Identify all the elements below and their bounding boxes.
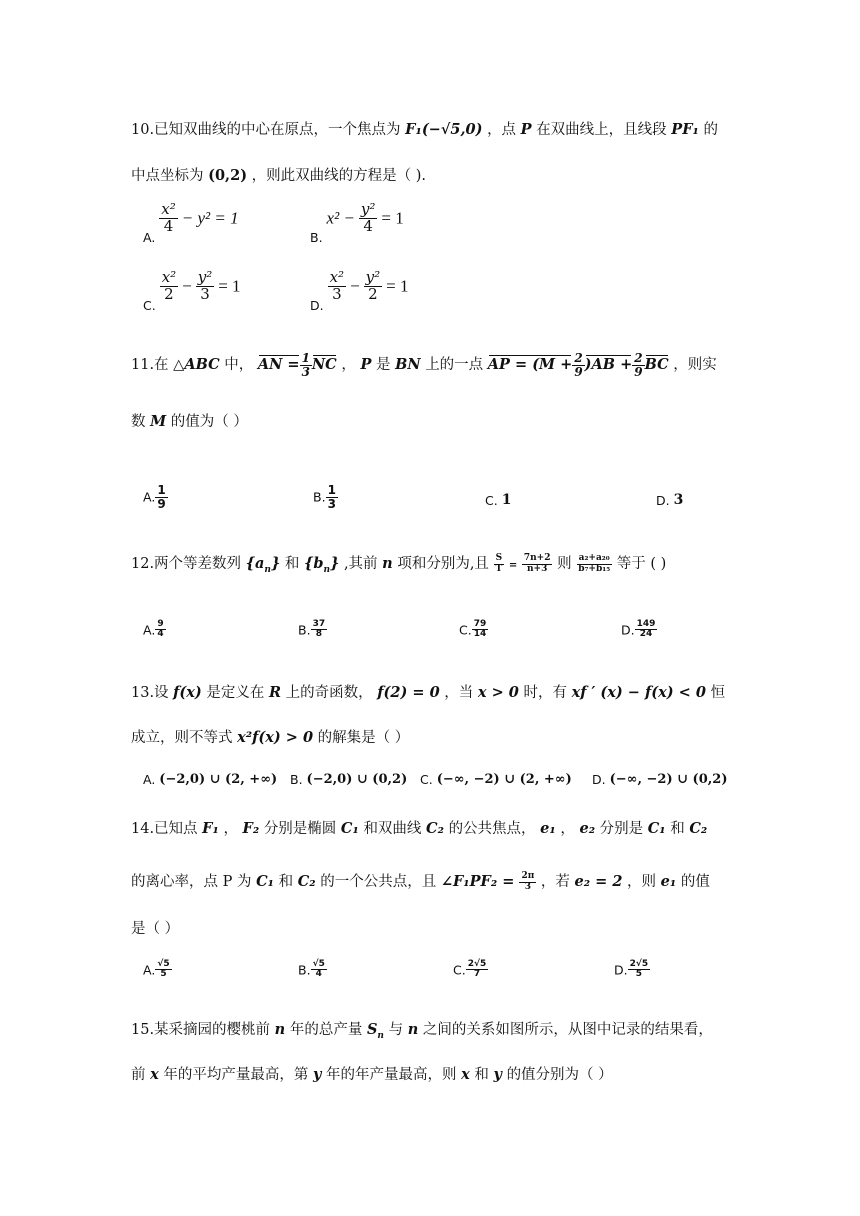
minus-sign: − [350, 276, 360, 296]
q14-text: ， [223, 821, 238, 837]
frac-num: y² [360, 200, 376, 218]
option-value: (−2,0) ∪ (0,2) [306, 772, 408, 787]
sn-sub: n [377, 1030, 384, 1041]
option-label: A. [143, 622, 156, 638]
frac-den: 4 [315, 969, 322, 980]
equation-tail: − y² = 1 [181, 208, 239, 228]
q13-text: 是定义在 [206, 685, 265, 701]
frac-den: b₇+b₁₅ [578, 563, 611, 574]
q14-c1: C₁ [256, 873, 274, 890]
q15-y: y [312, 1066, 322, 1083]
q15-n: n [407, 1021, 419, 1038]
q10-line2 [131, 164, 426, 185]
q10-option-a[interactable] [143, 200, 239, 245]
q12-sequence-a [245, 555, 281, 575]
q15-text: 年的平均产量最高，第 [163, 1067, 309, 1083]
minus-sign: − [182, 276, 192, 296]
q11-triangle: △ABC [173, 356, 220, 374]
option-label: B. [310, 229, 323, 245]
option-label: D. [310, 297, 324, 313]
equation-tail: = 1 [386, 276, 409, 296]
frac-den: 4 [157, 629, 164, 640]
frac-den: 4 [363, 216, 373, 235]
q10-text: 中点坐标为 [131, 168, 204, 184]
q11-option-a[interactable] [143, 484, 168, 510]
q14-text: 的一个公共点，且 [320, 874, 437, 890]
q11-text: 上的一点 [425, 357, 484, 374]
frac-den: 24 [639, 629, 653, 640]
q14-text: 和双曲线 [363, 821, 422, 837]
option-label: D. [621, 622, 635, 638]
q11-vector-ap [487, 351, 669, 379]
q13-option-a[interactable] [143, 771, 277, 787]
frac-num: 2 [634, 351, 643, 365]
q13-target-inequality: x²f(x) > 0 [237, 729, 314, 746]
q10-text: 的 [703, 122, 718, 138]
q14-text: 14.已知点 [131, 821, 198, 837]
q10-text: ，则此双曲线的方程是（ ). [251, 168, 427, 184]
q14-f1: F₁ [202, 820, 219, 837]
q13-text: 成立，则不等式 [131, 730, 233, 746]
equation-tail: = 1 [218, 276, 241, 296]
q10-text: 10.已知双曲线的中心在原点，一个焦点为 [131, 122, 401, 138]
q14-option-a[interactable] [143, 960, 172, 980]
q13-text: 的解集是（ ） [317, 730, 410, 746]
q14-option-d[interactable] [614, 960, 650, 980]
q14-text: 和 [278, 874, 294, 890]
frac-num: 2π [521, 871, 535, 882]
frac-den: 14 [473, 629, 487, 640]
q11-text: 的值为（ ） [170, 414, 248, 430]
q12-ratio-st [494, 554, 505, 574]
q11-vector-an [257, 351, 337, 379]
option-value: (−∞, −2) ∪ (0,2) [609, 772, 728, 787]
q10-point-p: P [520, 121, 532, 138]
q11-variable-m: M [150, 413, 167, 430]
frac-num: 7n+2 [523, 553, 551, 564]
q13-text: 13.设 [131, 685, 169, 701]
option-label: C. [485, 493, 498, 508]
option-value: 3 [673, 492, 684, 508]
equals-sign: = [508, 560, 518, 571]
frac-den: 3 [200, 284, 210, 303]
fraction [155, 484, 167, 510]
fraction [160, 270, 178, 303]
q10-midpoint: (0,2) [208, 167, 248, 184]
q14-c2: C₂ [297, 873, 316, 890]
frac-num: √5 [312, 959, 325, 969]
q13-inequality: xf ′ (x) − f(x) < 0 [571, 684, 706, 701]
vector-ap: AP = (M + [487, 356, 573, 374]
fraction [635, 620, 658, 640]
q14-c1: C₁ [340, 820, 359, 837]
q11-option-c[interactable] [485, 492, 511, 508]
q14-c2: C₂ [689, 820, 708, 837]
q14-e1: e₁ [540, 820, 556, 837]
q10-segment: PF₁ [671, 121, 699, 138]
q15-line2 [131, 1063, 613, 1084]
frac-den: 3 [327, 496, 336, 511]
frac-den: 9 [574, 364, 583, 379]
option-value: 1 [501, 492, 512, 508]
q14-c2: C₂ [426, 820, 444, 837]
q13-text: 时，有 [523, 685, 567, 701]
q10-line1 [131, 118, 718, 139]
option-label: B. [313, 489, 326, 505]
frac-num: 79 [473, 619, 487, 629]
q15-x: x [150, 1066, 159, 1083]
fraction [196, 270, 215, 303]
q14-text: 的值 [680, 874, 710, 890]
q11-text: 中， [224, 357, 254, 374]
fraction [159, 202, 177, 235]
q11-line2 [131, 410, 248, 431]
fraction [466, 960, 489, 980]
frac-num: 2√5 [629, 959, 649, 969]
frac-den: 3 [524, 881, 531, 892]
q14-text: ，则 [627, 874, 657, 890]
equation-tail: = 1 [381, 208, 404, 228]
fraction [364, 270, 383, 303]
q11-text: 数 [131, 414, 146, 430]
fraction [472, 620, 489, 640]
q12-sequence-b [304, 555, 340, 575]
q13-reals: R [269, 684, 282, 701]
q14-c1: C₁ [647, 820, 666, 837]
q12-text: 项和分别为,且 [397, 556, 489, 572]
vector-ab: )AB + [584, 356, 633, 374]
seq-tail: } [270, 555, 281, 572]
frac-den: 5 [160, 969, 167, 980]
option-label: C. [143, 297, 156, 313]
q13-condition: f(2) = 0 [377, 684, 440, 701]
q14-e1: e₁ [660, 873, 677, 890]
option-label: D. [614, 962, 628, 978]
frac-den: 9 [157, 496, 166, 511]
q15-line1 [131, 1018, 713, 1041]
option-value: (−2,0) ∪ (2, +∞) [159, 772, 278, 787]
frac-num: 1 [327, 483, 336, 497]
frac-den: T [495, 563, 503, 574]
fraction [628, 960, 651, 980]
fraction [632, 352, 644, 378]
frac-num: 37 [312, 619, 326, 629]
q13-x-positive: x > 0 [477, 684, 519, 701]
equation-head: x² − [326, 208, 355, 228]
option-label: C. [420, 772, 433, 787]
q14-angle: ∠F₁PF₂ = [440, 873, 520, 890]
option-label: D. [592, 772, 606, 787]
option-label: B. [290, 772, 303, 787]
q12-ratio-ab [576, 554, 612, 574]
q13-text: 恒 [710, 685, 726, 701]
q15-y: y [493, 1066, 502, 1083]
frac-num: 149 [636, 619, 656, 629]
fraction [328, 270, 346, 303]
q15-text: 年的总产量 [289, 1022, 363, 1038]
fraction [311, 620, 328, 640]
q10-text: ，点 [487, 122, 517, 138]
fraction [359, 202, 378, 235]
q12-option-a[interactable] [143, 620, 166, 640]
frac-num: S [495, 553, 503, 564]
q12-ratio-n [522, 554, 553, 574]
q13-option-c[interactable] [420, 771, 572, 787]
frac-den: 3 [301, 364, 310, 379]
q12-option-c[interactable] [459, 620, 488, 640]
q10-option-b[interactable] [310, 200, 404, 245]
q13-option-d[interactable] [592, 771, 727, 787]
frac-den: 2 [368, 284, 378, 303]
q12-text: 则 [557, 556, 572, 572]
vector-an: AN = [257, 356, 300, 374]
q15-text: 年的年产量最高，则 [326, 1067, 457, 1083]
q14-line3 [131, 917, 179, 938]
frac-den: 8 [315, 629, 322, 640]
q12-option-b[interactable] [298, 620, 327, 640]
q13-line2 [131, 726, 409, 747]
q12-text: 和 [284, 556, 300, 572]
fraction [572, 352, 584, 378]
seq-tail: } [330, 555, 340, 572]
fraction [311, 960, 327, 980]
q15-text: 与 [388, 1022, 404, 1038]
option-value: (−∞, −2) ∪ (2, +∞) [436, 772, 572, 787]
q10-option-c[interactable] [143, 268, 241, 313]
frac-num: 2√5 [467, 959, 487, 969]
q14-text: ，若 [540, 874, 570, 890]
frac-num: 2 [574, 351, 583, 365]
q14-text: 分别是 [599, 821, 644, 837]
q12-line1 [131, 552, 666, 575]
frac-num: a₂+a₂₀ [578, 553, 610, 564]
vector-nc: NC [311, 356, 337, 374]
frac-den: 5 [635, 969, 642, 980]
frac-den: 2 [164, 284, 174, 303]
q12-text: ,其前 [343, 556, 378, 572]
frac-num: x² [329, 268, 345, 286]
option-label: C. [453, 962, 466, 978]
q12-text: 等于 ( ) [616, 556, 667, 572]
q15-sn [366, 1021, 384, 1041]
q15-text: 之间的关系如图所示，从图中记录的结果看， [422, 1022, 713, 1038]
frac-den: 9 [634, 364, 643, 379]
frac-den: 3 [332, 284, 342, 303]
q15-text: 的值分别为（ ） [506, 1067, 613, 1083]
frac-num: y² [365, 268, 381, 286]
q13-option-b[interactable] [290, 771, 407, 787]
q12-n: n [382, 555, 393, 572]
frac-num: √5 [157, 959, 170, 969]
option-label: D. [656, 493, 670, 508]
q11-text: ， [341, 357, 356, 374]
q10-option-d[interactable] [310, 268, 409, 313]
q11-text: 是 [375, 357, 391, 374]
fraction [519, 872, 536, 892]
frac-num: x² [161, 268, 177, 286]
q11-segment-bn: BN [395, 356, 421, 374]
q14-option-b[interactable] [298, 960, 327, 980]
option-label: B. [298, 962, 311, 978]
q15-x: x [461, 1066, 470, 1083]
frac-num: 1 [301, 351, 310, 365]
q14-option-c[interactable] [453, 960, 488, 980]
option-label: A. [143, 772, 156, 787]
fraction [326, 484, 338, 510]
q10-text: 在双曲线上，且线段 [536, 122, 667, 138]
option-label: A. [143, 229, 156, 245]
q13-function: f(x) [173, 684, 202, 701]
q15-text: 15.某采摘园的樱桃前 [131, 1022, 271, 1038]
q13-line1 [131, 681, 725, 702]
frac-num: 9 [157, 619, 164, 629]
frac-num: 1 [157, 483, 166, 497]
q14-line1 [131, 817, 707, 838]
frac-num: x² [161, 200, 176, 218]
option-label: A. [143, 489, 156, 505]
q11-point-p: P [360, 356, 372, 374]
q14-text: 的离心率，点 P 为 [131, 874, 252, 890]
q10-focus: F₁(−√5,0) [405, 121, 483, 138]
frac-den: 7 [473, 969, 481, 980]
q14-line2 [131, 870, 710, 892]
q14-e2-value: e₂ = 2 [574, 873, 623, 890]
q14-text: 的公共焦点， [448, 821, 536, 837]
option-label: B. [298, 622, 311, 638]
frac-num: y² [197, 268, 213, 286]
q11-text: 11.在 [131, 357, 169, 374]
fraction [300, 352, 312, 378]
fraction [155, 620, 165, 640]
fraction [155, 960, 171, 980]
q15-text: 和 [474, 1067, 489, 1083]
q14-text: 分别是椭圆 [263, 821, 337, 837]
q15-n: n [274, 1021, 286, 1038]
q13-text: ，当 [444, 685, 474, 701]
seq-sub: n [264, 564, 271, 575]
vector-bc: BC [644, 356, 669, 374]
q13-text: 上的奇函数， [285, 685, 373, 701]
q12-option-d[interactable] [621, 620, 657, 640]
seq-head: {a [245, 555, 265, 572]
option-label: C. [459, 622, 472, 638]
q11-option-d[interactable] [656, 492, 683, 508]
q11-text: ，则实 [673, 357, 717, 374]
option-label: A. [143, 962, 156, 978]
q15-text: 前 [131, 1067, 146, 1083]
q11-option-b[interactable] [313, 484, 338, 510]
q14-e2: e₂ [579, 820, 596, 837]
frac-den: 4 [163, 216, 174, 235]
seq-sub: n [323, 564, 331, 575]
q14-text: 和 [670, 821, 685, 837]
seq-head: {b [304, 555, 324, 572]
q11-line1 [131, 352, 717, 378]
q12-text: 12.两个等差数列 [131, 556, 242, 572]
q14-text: ， [560, 821, 575, 837]
frac-den: n+3 [526, 563, 548, 574]
q14-text: 是（ ） [131, 921, 180, 937]
q14-f2: F₂ [242, 820, 260, 837]
sn-head: S [366, 1021, 378, 1038]
